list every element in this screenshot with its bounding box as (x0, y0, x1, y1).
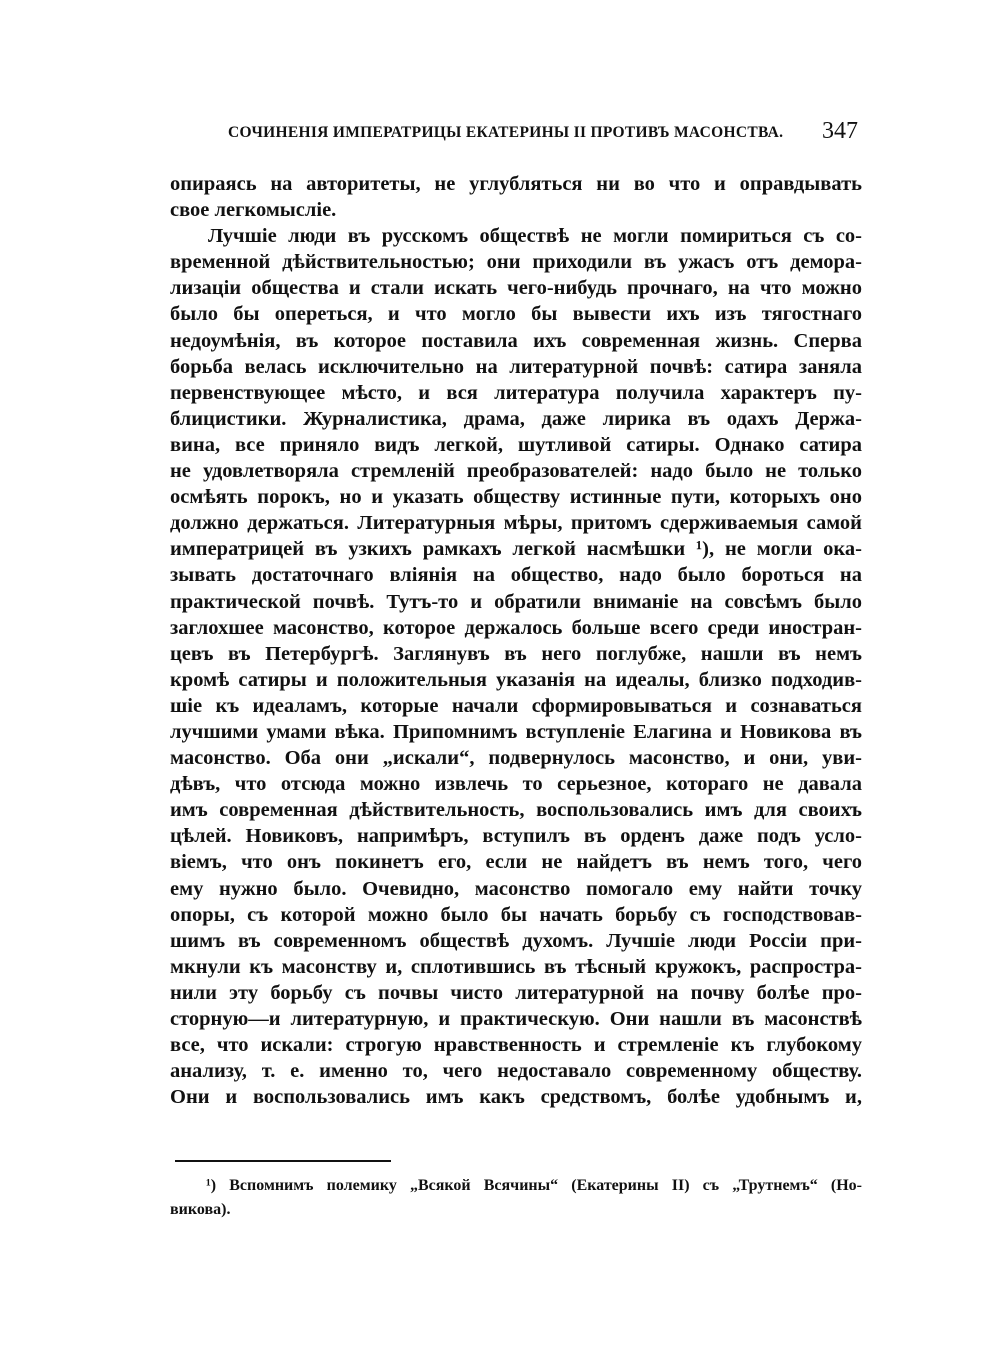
text-line: цевъ въ Петербургѣ. Заглянувъ въ него поглубже, нашли въ немъ (170, 642, 862, 665)
text-line: лизаціи общества и стали искать чего-нибудь прочнаго, на что можно (170, 277, 862, 300)
running-title: СОЧИНЕНІЯ ИМПЕРАТРИЦЫ ЕКАТЕРИНЫ II ПРОТИВЪ МАСОНСТВА. (228, 124, 784, 141)
text-line: вина, все приняло видъ легкой, шутливой сатиры. Однако сатира (170, 433, 862, 456)
text-line: Лучшіе люди въ русскомъ обществѣ не могли помириться съ со- (208, 225, 862, 248)
text-line: дѣвъ, что отсюда можно извлечь то серьезное, котораго не давала (170, 773, 862, 796)
text-line: зывать достаточнаго вліянія на общество, надо было бороться на (170, 564, 862, 587)
text-line: нили эту борьбу съ почвы чисто литературной на почву болѣе про- (170, 981, 862, 1004)
text-line: недоумѣнія, въ которое поставила ихъ современная жизнь. Сперва (170, 329, 862, 352)
text-line: заглохшее масонство, которое держалось больше всего среди иностран- (170, 616, 862, 639)
footnote-divider (175, 1160, 391, 1162)
text-line: мкнули къ масонству и, сплотившись въ тѣсный кружокъ, распростра- (170, 955, 862, 978)
text-line: віемъ, что онъ покинетъ его, если не найдетъ въ немъ того, чего (170, 851, 862, 874)
text-line: сторную—и литературную, и практическую. Они нашли въ масонствѣ (170, 1008, 862, 1030)
text-line: шіе къ идеаламъ, которые начали сформировываться и сознаваться (170, 694, 862, 717)
text-line: свое легкомысліе. (170, 199, 337, 222)
text-line: ему нужно было. Очевидно, масонство помогало ему найти точку (170, 877, 862, 900)
text-line: первенствующее мѣсто, и вся литература получила характеръ пу- (170, 381, 862, 404)
text-line: анализу, т. е. именно то, чего недоставало современному обществу. (170, 1060, 862, 1083)
page-number: 347 (822, 118, 858, 144)
body-text (170, 171, 862, 1110)
text-line: временной дѣйствительностью; они приходили въ ужасъ отъ демора- (170, 251, 862, 274)
text-line: практической почвѣ. Тутъ-то и обратили вниманіе на совсѣмъ было (170, 590, 862, 613)
text-line: опираясь на авторитеты, не углубляться ни во что и оправдывать (170, 173, 862, 195)
text-line: было бы опереться, и что могло бы вывести ихъ изъ тягостнаго (170, 303, 862, 326)
text-line: цѣлей. Новиковъ, напримѣръ, вступилъ въ орденъ даже подъ усло- (170, 825, 862, 848)
text-line: имъ современная дѣйствительность, воспользовались имъ для своихъ (170, 799, 862, 822)
text-line: все, что искали: строгую нравственность и стремленіе къ глубокому (170, 1034, 862, 1057)
text-line: осмѣять порокъ, но и указать обществу истинные пути, которыхъ оно (170, 486, 862, 509)
text-line: кромѣ сатиры и положительныя указанія на идеалы, близко подходив- (170, 668, 862, 691)
text-line: Они и воспользовались имъ какъ средствомъ, болѣе удобнымъ и, (170, 1086, 862, 1109)
text-line: шимъ въ современномъ обществѣ духомъ. Лучшіе люди Россіи при- (170, 929, 862, 952)
text-line: масонство. Оба они „искали“, подвернулось масонство, и они, уви- (170, 747, 862, 770)
text-line: блицистики. Журналистика, драма, даже лирика въ одахъ Держа- (170, 407, 862, 430)
footnote-line: ¹) Вспомнимъ полемику „Всякой Всячины“ (Екатерины II) съ „Трутнемъ“ (Но- (206, 1177, 862, 1194)
running-head (228, 118, 858, 148)
text-line: императрицей въ узкихъ рамкахъ легкой насмѣшки ¹), не могли ока- (170, 538, 862, 561)
footnote (170, 1174, 862, 1222)
text-line: борьба велась исключительно на литературной почвѣ: сатира заняла (170, 355, 862, 378)
text-line: не удовлетворяла стремленій преобразователей: надо было не только (170, 460, 862, 483)
text-line: лучшими умами вѣка. Припомнимъ вступленіе Елагина и Новикова въ (170, 720, 862, 743)
text-line: должно держаться. Литературныя мѣры, притомъ сдерживаемыя самой (170, 512, 862, 535)
text-line: опоры, съ которой можно было бы начать борьбу съ господствовав- (170, 903, 862, 926)
footnote-line: викова). (170, 1201, 231, 1218)
